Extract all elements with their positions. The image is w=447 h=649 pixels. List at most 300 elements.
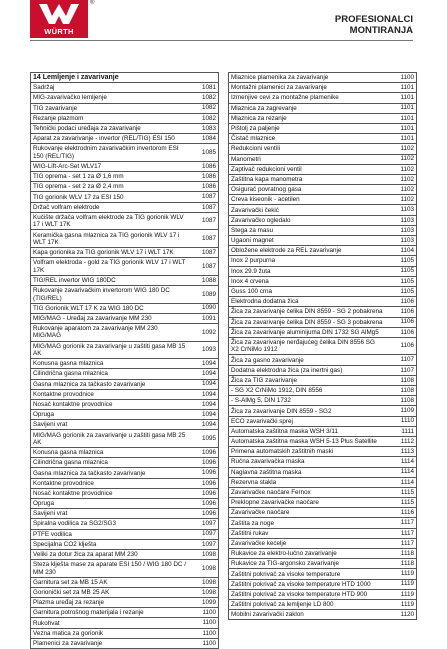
toc-entry-title: Čistač mlaznice	[231, 135, 276, 143]
toc-entry-page: 1086	[201, 162, 216, 170]
registered-mark: ®	[90, 0, 95, 6]
wurth-logo	[30, 0, 88, 38]
toc-entry-title: Elektrodna dodatna žica	[231, 298, 299, 306]
toc-entry-page: 1102	[400, 185, 414, 193]
toc-row	[229, 93, 416, 103]
toc-entry-title: Inox 4 crvena	[231, 277, 269, 285]
toc-entry-page: 1100	[400, 73, 414, 81]
toc-entry-page: 1097	[201, 520, 216, 528]
toc-entry-page: 1096	[201, 448, 216, 456]
toc-row	[229, 539, 416, 549]
toc-entry-page: 1094	[201, 421, 216, 429]
toc-entry-page: 1102	[400, 145, 414, 153]
toc-heading-row	[31, 73, 218, 83]
toc-entry-title: Dodatna elektrodna žica (za inertni gas)	[231, 366, 343, 374]
toc-row	[229, 478, 416, 488]
toc-entry-page: 1087	[201, 193, 216, 201]
toc-row	[229, 590, 416, 600]
toc-entry-page: 1086	[201, 183, 216, 191]
toc-entry-title: Rezervna stakla	[231, 478, 277, 486]
toc-entry-title: Žica za zavarivanje čelika DIN 8559 - SG 3 pobakrena	[231, 318, 383, 326]
toc-entry-title: Garnitura set za MB 15 AK	[33, 578, 108, 586]
toc-row	[229, 73, 416, 83]
toc-entry-title: Mobilni zavarivački zaklon	[231, 611, 304, 619]
toc-row	[31, 182, 218, 192]
toc-row	[229, 610, 416, 620]
toc-entry-page: 1102	[400, 165, 414, 173]
toc-entry-title: Gasna mlaznica za tačkasto zavarivanje	[33, 469, 146, 477]
toc-row	[229, 366, 416, 376]
section-title-line1: PROFESIONALCI	[334, 14, 413, 25]
toc-row	[229, 104, 416, 114]
toc-entry-page: 1106	[400, 318, 414, 326]
toc-entry-page: 1114	[400, 478, 414, 486]
section-title-line2: MONTIRANJA	[349, 25, 413, 36]
toc-entry-title: Žica za zavarivanje aluminijuma DIN 1732 SG AlMg5	[231, 328, 379, 336]
toc-row	[31, 104, 218, 114]
toc-entry-title: Cilindrična gasna mlaznica	[33, 459, 108, 467]
toc-entry-page: 1119	[400, 570, 414, 578]
toc-entry-title: Žica za zavarivanje čelika DIN 8559 - SG 2 pobakrena	[231, 308, 383, 316]
toc-entry-page: 1105	[400, 267, 414, 275]
toc-entry-page: 1100	[202, 629, 216, 637]
toc-entry-title: TIG oprema - set 1 za Ø 1,6 mm	[33, 173, 124, 181]
toc-entry-page: 1103	[400, 206, 414, 214]
toc-entry-page: 1106	[400, 342, 414, 350]
toc-entry-title: Zavarivačke naočare Fernox	[231, 489, 311, 496]
toc-entry-page: 1114	[400, 458, 414, 466]
toc-entry-title: Ručna zavarivačka maska	[231, 458, 305, 466]
toc-entry-title: Žica za gasno zavarivanje	[231, 356, 304, 364]
toc-row	[229, 600, 416, 610]
toc-row	[31, 410, 218, 420]
toc-entry-title: Zaštitni rukav	[231, 529, 269, 537]
toc-entry-title: Nosač kontaktne provodnice	[33, 401, 113, 408]
toc-row	[31, 248, 218, 258]
toc-entry-page: 1096	[201, 489, 216, 497]
toc-entry-title: Žica za TIG zavarivanje	[231, 376, 298, 384]
toc-entry-title: Osigurač povratnog gasa	[231, 186, 302, 194]
toc-entry-page: 1108	[400, 397, 414, 405]
toc-entry-page: 1119	[400, 600, 414, 608]
toc-entry-page: 1115	[400, 488, 414, 496]
toc-entry-page: 1111	[401, 427, 414, 435]
toc-entry-page: 1112	[400, 437, 414, 445]
toc-row	[229, 114, 416, 124]
toc-row	[229, 236, 416, 246]
toc-entry-title: Inox 29.9 žuta	[231, 267, 271, 275]
toc-row	[229, 83, 416, 93]
toc-row	[229, 134, 416, 144]
toc-left-column	[30, 72, 219, 649]
toc-row	[31, 458, 218, 468]
toc-row	[229, 205, 416, 215]
toc-row	[31, 203, 218, 213]
toc-row	[31, 342, 218, 360]
toc-entry-page: 1103	[400, 216, 414, 224]
toc-row	[31, 258, 218, 276]
toc-entry-page: 1082	[201, 104, 216, 112]
wurth-w-icon	[39, 4, 79, 24]
toc-entry-page: 1098	[201, 550, 216, 558]
toc-entry-title: Žica za zavarivanje nerđajućeg čelika DIN 8556 SG X2 CrNiMo 1912	[231, 338, 375, 354]
toc-row	[31, 134, 218, 144]
toc-entry-title: Pištolj za paljenje	[231, 125, 280, 133]
toc-entry-title: Manometri	[231, 155, 261, 163]
toc-row	[31, 468, 218, 478]
toc-entry-page: 1106	[400, 298, 414, 306]
toc-row	[229, 297, 416, 307]
toc-entry-title: Automatska zaštitna maska WSH 5-13 Plus Satellite	[231, 438, 377, 446]
toc-entry-title: Naglavna zaštitna maska	[231, 468, 302, 476]
toc-entry-page: 1087	[201, 248, 216, 256]
toc-entry-title: Zaštitni pokrivač za visoke temperature HTD 1000	[231, 580, 371, 588]
toc-entry-title: Veliki za dotur žica za aparat MM 230	[33, 551, 138, 559]
toc-entry-title: - SG X2 CrNiMo 1912, DIN 8556	[231, 387, 323, 395]
toc-row	[229, 386, 416, 396]
toc-row	[31, 93, 218, 103]
toc-row	[31, 304, 218, 314]
toc-entry-title: TIG/REL invertor WIG 180DC	[33, 276, 116, 284]
toc-entry-page: 1094	[201, 410, 216, 418]
toc-entry-title: Rukavice za TIG-argonsko zavarivanje	[231, 560, 340, 568]
toc-entry-page: 1086	[201, 172, 216, 180]
toc-entry-page: 1101	[400, 94, 414, 102]
toc-row	[229, 195, 416, 205]
toc-entry-title: WIG-Lift-Arc-Set WLV17	[33, 163, 102, 170]
toc-entry-page: 1085	[201, 148, 216, 156]
toc-entry-page: 1117	[400, 539, 414, 547]
toc-entry-page: 1105	[400, 287, 414, 295]
toc-row	[31, 588, 218, 598]
toc-entry-page: 1117	[400, 529, 414, 537]
toc-row	[31, 540, 218, 550]
toc-row	[229, 256, 416, 266]
toc-entry-title: Automatska zaštitna maska WSH 3/11	[231, 427, 338, 435]
toc-entry-title: Specijalna CO2 klješta	[33, 540, 97, 548]
toc-entry-page: 1102	[400, 175, 414, 183]
toc-entry-title: Kapa gorionika za TIG gorionik WLV 17 i WLT 17K	[33, 249, 174, 257]
toc-row	[31, 369, 218, 379]
toc-entry-page: 1119	[400, 590, 414, 598]
toc-entry-title: Gasna mlaznica za tačkasto zavarivanje	[33, 380, 146, 388]
toc-entry-page: 1094	[201, 370, 216, 378]
toc-entry-page: 1095	[201, 435, 216, 443]
toc-row	[31, 286, 218, 304]
toc-entry-title: Vezna matica za gorionik	[33, 629, 104, 637]
toc-entry-page: 1081	[201, 84, 216, 92]
toc-entry-page: 1118	[400, 560, 414, 568]
toc-row	[31, 359, 218, 369]
toc-entry-page: 1106	[400, 308, 414, 316]
toc-entry-page: 1097	[201, 540, 216, 548]
toc-entry-page: 1096	[201, 510, 216, 518]
toc-row	[31, 172, 218, 182]
toc-entry-page: 1097	[201, 530, 216, 538]
toc-entry-page: 1092	[201, 328, 216, 336]
toc-entry-page: 1096	[201, 499, 216, 507]
toc-entry-title: Cilindrična gasna mlaznica	[33, 370, 108, 378]
toc-row	[229, 427, 416, 437]
toc-entry-page: 1107	[400, 356, 414, 364]
toc-row	[229, 165, 416, 175]
toc-entry-title: Držač volfram elektrode	[33, 203, 100, 211]
toc-right-column	[228, 72, 417, 620]
toc-entry-page: 1102	[400, 155, 414, 163]
toc-entry-page: 1099	[201, 598, 216, 606]
toc-row	[229, 580, 416, 590]
toc-row	[31, 550, 218, 560]
toc-entry-page: 1087	[201, 217, 216, 225]
toc-entry-title: Obložene elektrode za REL zavarivanje	[231, 247, 342, 255]
toc-row	[229, 488, 416, 498]
toc-entry-page: 1087	[201, 235, 216, 243]
toc-row	[229, 559, 416, 569]
toc-row	[229, 124, 416, 134]
header-divider	[30, 40, 413, 41]
toc-entry-page: 1107	[400, 366, 414, 374]
toc-row	[229, 267, 416, 277]
toc-row	[229, 518, 416, 528]
toc-entry-title: Konusna gasna mlaznica	[33, 449, 104, 457]
toc-entry-title: Nosač kontaktne provodnice	[33, 489, 113, 497]
toc-entry-page: 1082	[201, 114, 216, 122]
toc-entry-title: Zaptivač redukcioni ventil	[231, 165, 302, 173]
toc-entry-page: 1091	[201, 314, 216, 322]
toc-row	[229, 277, 416, 287]
toc-row	[31, 578, 218, 588]
toc-row	[229, 549, 416, 559]
toc-entry-page: 1094	[201, 400, 216, 408]
toc-entry-title: - S-AlMg 5, DIN 1732	[231, 397, 291, 405]
toc-row	[31, 114, 218, 124]
toc-entry-title: Kontaktne provodnice	[33, 390, 94, 398]
toc-entry-title: ECO zavarivački sprej	[231, 417, 293, 425]
toc-entry-title: Plazma uređaj za rezanje	[33, 599, 105, 607]
toc-entry-title: Opruga	[33, 500, 55, 508]
brand-name: WÜRTH	[44, 27, 74, 36]
toc-entry-page: 1118	[400, 549, 414, 557]
toc-row	[31, 213, 218, 231]
toc-entry-title: Zaštita za noge	[231, 519, 275, 527]
toc-row	[229, 287, 416, 297]
toc-entry-page: 1106	[400, 328, 414, 336]
toc-entry-page: 1101	[400, 84, 414, 92]
toc-entry-title: MIG/MAG gorionik za zavarivanje u zaštiti gasa MB 15 AK	[33, 342, 186, 358]
toc-entry-page: 1094	[201, 390, 216, 398]
toc-entry-page: 1101	[400, 135, 414, 143]
toc-entry-page: 1117	[400, 519, 414, 527]
toc-entry-page: 1100	[202, 619, 216, 627]
toc-entry-title: Zavarivačko ogledalo	[231, 216, 291, 224]
toc-entry-title: Kučište držača volfram elektrode za TIG gorionik WLV 17 i WLT 17K	[33, 213, 184, 229]
toc-entry-page: 1113	[400, 448, 414, 456]
toc-entry-title: Zaštitna kapa manometra	[231, 175, 303, 183]
toc-entry-title: Aparat za zavarivanje - invertor (REL/TIG) ESI 150	[33, 135, 175, 143]
toc-row	[31, 608, 218, 618]
toc-entry-title: Plamenici za zavarivanje	[33, 639, 103, 647]
toc-row	[229, 355, 416, 365]
toc-row	[31, 314, 218, 324]
toc-row	[31, 124, 218, 134]
toc-entry-title: PTFE vodilica	[33, 530, 72, 538]
toc-entry-page: 1115	[400, 498, 414, 506]
toc-entry-page: 1084	[201, 135, 216, 143]
toc-entry-page: 1088	[201, 276, 216, 284]
toc-entry-title: Inox 2 purpurna	[231, 257, 276, 265]
toc-entry-title: Zavarivačke naočare	[231, 509, 290, 517]
toc-row	[31, 430, 218, 448]
toc-entry-page: 1093	[201, 346, 216, 354]
toc-entry-title: Žica za zavarivanje DIN 8559 - SG2	[231, 407, 332, 415]
toc-entry-title: TIG gorionik WLV 17 za ESI 150	[33, 193, 124, 201]
toc-entry-page: 1094	[201, 380, 216, 388]
toc-entry-title: TIG zavarivanje	[33, 104, 78, 112]
toc-entry-title: Rukovanje aparatom za zavarivanje MM 230 MIG/MAG	[33, 325, 158, 340]
toc-entry-title: MIG-zavarivačko lemljenje	[33, 94, 107, 102]
toc-row	[229, 447, 416, 457]
toc-entry-page: 1090	[201, 304, 216, 312]
toc-entry-page: 1110	[400, 417, 414, 425]
toc-entry-page: 1098	[201, 578, 216, 586]
toc-row	[229, 437, 416, 447]
toc-row	[31, 489, 218, 499]
toc-row	[229, 468, 416, 478]
toc-entry-page: 1101	[400, 104, 414, 112]
toc-entry-page: 1087	[201, 203, 216, 211]
toc-row	[229, 155, 416, 165]
toc-entry-title: Stega za masu	[231, 226, 274, 234]
toc-entry-page: 1105	[400, 257, 414, 265]
toc-row	[31, 230, 218, 248]
toc-entry-title: Opruga	[33, 411, 55, 419]
toc-entry-page: 1104	[400, 247, 414, 255]
toc-entry-page: 1108	[400, 386, 414, 394]
toc-entry-title: Steza klješta mase za aparate ESI 150 / WIG 180 DC / MM 230	[33, 561, 186, 576]
toc-entry-title: Zavarivačke kecelje	[231, 539, 287, 547]
toc-entry-title: Kontaktne provodnice	[33, 479, 94, 487]
toc-entry-title: Garnitura potrošnog materijala i rezanje	[33, 609, 144, 617]
toc-row	[229, 396, 416, 406]
toc-entry-title: Creva kiseonik - acetilen	[231, 196, 300, 204]
toc-entry-title: Mlaznica za zagrevanje	[231, 104, 297, 112]
toc-entry-title: Sadržaj	[33, 84, 55, 92]
toc-entry-page: 1098	[201, 564, 216, 572]
toc-entry-title: Preklopne zavarivačke naočare	[231, 499, 319, 507]
toc-row	[229, 376, 416, 386]
toc-row	[229, 185, 416, 195]
toc-entry-title: Gorionički set za MB 25 AK	[33, 589, 110, 596]
toc-row	[31, 448, 218, 458]
toc-entry-page: 1120	[400, 611, 414, 619]
toc-entry-title: Konusna gasna mlaznica	[33, 360, 104, 368]
toc-row	[31, 380, 218, 390]
toc-entry-page: 1087	[201, 262, 216, 270]
toc-entry-title: Primena automatskih zaštitnih maski	[231, 448, 334, 456]
toc-entry-title: TIG oprema - set 2 za Ø 2,4 mm	[33, 183, 124, 191]
toc-row	[31, 479, 218, 489]
toc-entry-title: Rukovanje elektrodnim zavarivačkim invertorom ESI 150 (REL/TIG)	[33, 145, 179, 160]
toc-entry-title: Rezanje plazmom	[33, 114, 84, 122]
toc-row	[229, 508, 416, 518]
toc-row	[229, 406, 416, 416]
toc-row	[31, 400, 218, 410]
toc-heading: 14 Lemljenje i zavarivanje	[33, 74, 119, 82]
toc-entry-title: Ugaoni magnet	[231, 237, 274, 245]
toc-row	[31, 144, 218, 162]
toc-entry-page: 1096	[201, 469, 216, 477]
toc-entry-title: TIG Gorionik WLT 17 K za WIG 180 DC	[33, 304, 144, 312]
toc-row	[31, 276, 218, 286]
toc-entry-title: Redukcioni ventili	[231, 145, 281, 153]
toc-entry-page: 1100	[202, 639, 216, 647]
toc-row	[31, 420, 218, 430]
toc-entry-page: 1083	[201, 124, 216, 132]
toc-row	[229, 175, 416, 185]
toc-row	[31, 509, 218, 519]
toc-entry-title: Savijeni vrat	[33, 510, 68, 518]
toc-entry-title: Tehnički podaci uređaja za zavarivanje	[33, 125, 141, 133]
toc-entry-title: Rukovanje zavarivačkim invertorom WIG 180 DC (TIG/REL)	[33, 287, 170, 302]
toc-entry-title: Izmenjive cevi za montažne plamenike	[231, 94, 339, 102]
toc-entry-title: Zaštitni pokrivač za visoke temperature	[231, 570, 341, 578]
toc-entry-page: 1102	[400, 196, 414, 204]
toc-row	[31, 499, 218, 509]
toc-row	[229, 144, 416, 154]
toc-entry-page: 1103	[400, 236, 414, 244]
toc-entry-title: Mlaznica za rezanje	[231, 114, 287, 122]
toc-entry-title: Montažni plamenici za zavarivanje	[231, 84, 327, 92]
toc-row	[229, 569, 416, 579]
toc-entry-title: MIG/MAG gorionik za zavarivanje u zaštiti gasa MB 25 AK	[33, 431, 186, 446]
toc-row	[31, 639, 218, 649]
toc-entry-title: Zaštitni pokrivač za visoke temperature HTD 900	[231, 590, 368, 598]
toc-row	[31, 629, 218, 639]
toc-entry-title: Zaštitni pokrivač za lemljenje LD 800	[231, 601, 334, 609]
toc-entry-title: Savijeni vrat	[33, 421, 68, 429]
toc-row	[31, 324, 218, 342]
toc-entry-title: Zavarivački čekić	[231, 206, 279, 214]
toc-row	[229, 318, 416, 328]
toc-row	[229, 417, 416, 427]
toc-row	[229, 529, 416, 539]
toc-row	[229, 328, 416, 338]
toc-entry-page: 1108	[400, 376, 414, 384]
toc-row	[229, 216, 416, 226]
toc-entry-page: 1116	[400, 509, 414, 517]
toc-row	[229, 226, 416, 236]
toc-row	[31, 192, 218, 202]
toc-entry-page: 1082	[201, 94, 216, 102]
toc-entry-title: Keramička gasna mlaznica za TIG gorionik WLV 17 i WLT 17K	[33, 231, 180, 246]
toc-entry-page: 1109	[400, 407, 414, 415]
toc-entry-title: Mlaznice plamenika za zavarivanje	[231, 74, 329, 82]
toc-row	[229, 307, 416, 317]
toc-entry-page: 1094	[201, 360, 216, 368]
toc-row	[229, 338, 416, 356]
toc-entry-page: 1101	[400, 114, 414, 122]
toc-row	[31, 560, 218, 578]
toc-entry-page: 1089	[201, 290, 216, 298]
toc-entry-title: Spiralna vodilica za SG2/SG3	[33, 520, 116, 528]
toc-entry-page: 1098	[201, 588, 216, 596]
toc-entry-page: 1096	[201, 459, 216, 467]
toc-entry-title: Volfram elektroda - gold za TIG gorionik WLV 17 i WLT 17K	[33, 259, 186, 274]
toc-entry-page: 1100	[202, 609, 216, 617]
toc-entry-title: Rukohvat	[33, 619, 60, 627]
toc-row	[31, 598, 218, 608]
toc-row	[31, 162, 218, 172]
